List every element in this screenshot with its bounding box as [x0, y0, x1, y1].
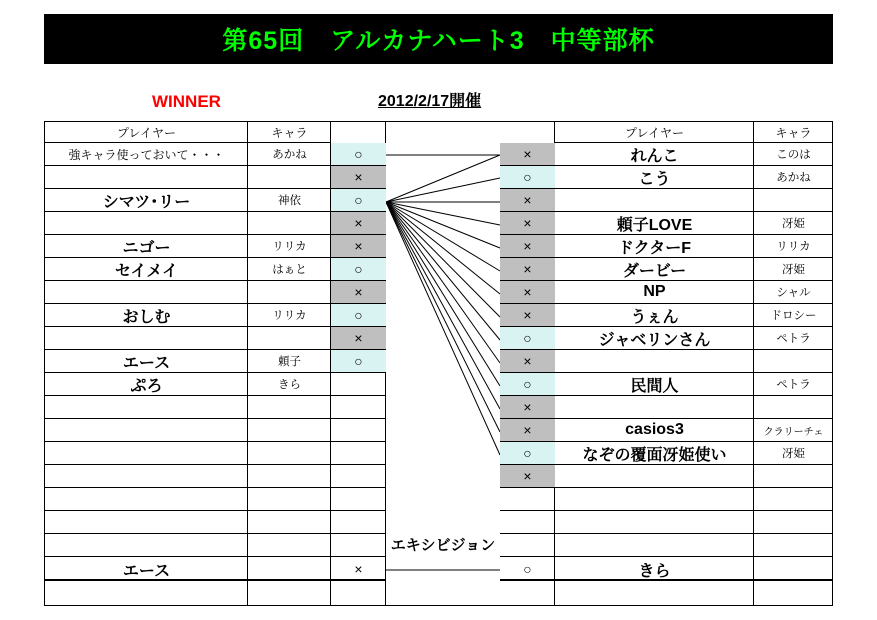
left-player-9: エース [45, 350, 248, 373]
event-date: 2012/2/17開催 [378, 93, 482, 110]
left-mark-10 [331, 373, 386, 396]
right-chara-9 [754, 350, 833, 373]
left-player-12 [45, 419, 248, 442]
right-player-8: ジャベリンさん [555, 327, 754, 350]
right-player-16 [555, 511, 754, 534]
right-mark-17 [500, 534, 555, 557]
right-chara-10: ペトラ [754, 373, 833, 396]
left-chara-20 [248, 581, 331, 606]
right-chara-2 [754, 189, 833, 212]
right-player-10: 民間人 [555, 373, 754, 396]
right-mark-5: × [500, 258, 555, 281]
header-left-chara: キャラ [248, 122, 331, 143]
left-chara-14 [248, 465, 331, 488]
left-mark-12 [331, 419, 386, 442]
left-chara-5: はぁと [248, 258, 331, 281]
right-chara-11 [754, 396, 833, 419]
right-player-6: NP [555, 281, 754, 304]
right-player-13: なぞの覆面冴姫使い [555, 442, 754, 465]
left-mark-14 [331, 465, 386, 488]
left-mark-4: × [331, 235, 386, 258]
left-chara-17 [248, 534, 331, 557]
left-mark-20 [331, 581, 386, 606]
right-player-0: れんこ [555, 143, 754, 166]
right-chara-1: あかね [754, 166, 833, 189]
right-chara-15 [754, 488, 833, 511]
exhibition-left-mark: × [331, 558, 386, 581]
left-mark-0: ○ [331, 143, 386, 166]
right-player-1: こう [555, 166, 754, 189]
right-mark-12: × [500, 419, 555, 442]
left-chara-1 [248, 166, 331, 189]
exhibition-label: エキシビジョン [390, 537, 496, 554]
exhibition-left-player: エース [45, 558, 248, 581]
left-chara-6 [248, 281, 331, 304]
right-player-2 [555, 189, 754, 212]
right-player-17 [555, 534, 754, 557]
right-chara-4: リリカ [754, 235, 833, 258]
left-chara-12 [248, 419, 331, 442]
right-mark-3: × [500, 212, 555, 235]
right-player-15 [555, 488, 754, 511]
left-chara-7: リリカ [248, 304, 331, 327]
left-player-16 [45, 511, 248, 534]
right-player-9 [555, 350, 754, 373]
right-player-7: うぇん [555, 304, 754, 327]
exhibition-left-chara [248, 558, 331, 581]
left-mark-11 [331, 396, 386, 419]
header-left-player: プレイヤー [45, 122, 248, 143]
left-chara-9: 頼子 [248, 350, 331, 373]
right-mark-15 [500, 488, 555, 511]
left-mark-3: × [331, 212, 386, 235]
right-chara-7: ドロシー [754, 304, 833, 327]
left-player-5: セイメイ [45, 258, 248, 281]
right-mark-1: ○ [500, 166, 555, 189]
left-mark-17 [331, 534, 386, 557]
left-chara-16 [248, 511, 331, 534]
left-chara-3 [248, 212, 331, 235]
left-player-17 [45, 534, 248, 557]
right-chara-14 [754, 465, 833, 488]
right-player-20 [555, 581, 754, 606]
left-mark-16 [331, 511, 386, 534]
left-player-14 [45, 465, 248, 488]
left-mark-6: × [331, 281, 386, 304]
right-mark-9: × [500, 350, 555, 373]
right-player-14 [555, 465, 754, 488]
right-mark-20 [500, 581, 555, 606]
left-mark-8: × [331, 327, 386, 350]
exhibition-right-player: きら [555, 558, 754, 581]
left-player-13 [45, 442, 248, 465]
header-left-mark [331, 122, 386, 143]
right-chara-12: クラリーチェ [754, 419, 833, 442]
left-player-0: 強キャラ使っておいて・・・ [45, 143, 248, 166]
header-right-chara: キャラ [754, 122, 833, 143]
right-mark-2: × [500, 189, 555, 212]
bracket-grid [44, 121, 833, 606]
header-right-mark [500, 122, 555, 143]
left-mark-2: ○ [331, 189, 386, 212]
winner-label: WINNER [152, 92, 221, 111]
left-player-20 [45, 581, 248, 606]
right-chara-5: 冴姫 [754, 258, 833, 281]
right-chara-16 [754, 511, 833, 534]
right-chara-3: 冴姫 [754, 212, 833, 235]
left-chara-2: 神依 [248, 189, 331, 212]
left-chara-0: あかね [248, 143, 331, 166]
left-chara-4: リリカ [248, 235, 331, 258]
right-mark-14: × [500, 465, 555, 488]
right-mark-6: × [500, 281, 555, 304]
right-player-11 [555, 396, 754, 419]
left-mark-1: × [331, 166, 386, 189]
right-chara-0: このは [754, 143, 833, 166]
page-title: 第65回 アルカナハート3 中等部杯 [222, 27, 655, 55]
left-chara-11 [248, 396, 331, 419]
right-mark-11: × [500, 396, 555, 419]
right-mark-0: × [500, 143, 555, 166]
left-player-7: おしむ [45, 304, 248, 327]
left-player-11 [45, 396, 248, 419]
left-player-2: シマツ･リー [45, 189, 248, 212]
right-mark-16 [500, 511, 555, 534]
left-player-8 [45, 327, 248, 350]
right-player-4: ドクターF [555, 235, 754, 258]
left-player-4: ニゴー [45, 235, 248, 258]
right-mark-8: ○ [500, 327, 555, 350]
header-bracket-gap-left [386, 122, 500, 143]
left-mark-13 [331, 442, 386, 465]
left-player-10: ぷろ [45, 373, 248, 396]
left-mark-5: ○ [331, 258, 386, 281]
exhibition-right-mark: ○ [500, 558, 555, 581]
right-mark-10: ○ [500, 373, 555, 396]
right-mark-13: ○ [500, 442, 555, 465]
left-mark-7: ○ [331, 304, 386, 327]
right-chara-6: シャル [754, 281, 833, 304]
left-player-15 [45, 488, 248, 511]
right-chara-20 [754, 581, 833, 606]
left-player-1 [45, 166, 248, 189]
left-player-6 [45, 281, 248, 304]
right-mark-4: × [500, 235, 555, 258]
right-player-5: ダービー [555, 258, 754, 281]
right-player-12: casios3 [555, 419, 754, 442]
left-player-3 [45, 212, 248, 235]
right-chara-8: ペトラ [754, 327, 833, 350]
right-chara-17 [754, 534, 833, 557]
header-right-player: プレイヤー [555, 122, 754, 143]
left-chara-10: きら [248, 373, 331, 396]
left-mark-15 [331, 488, 386, 511]
right-mark-7: × [500, 304, 555, 327]
exhibition-right-chara [754, 558, 833, 581]
left-chara-15 [248, 488, 331, 511]
left-chara-13 [248, 442, 331, 465]
left-chara-8 [248, 327, 331, 350]
title-bar [44, 14, 833, 64]
left-mark-9: ○ [331, 350, 386, 373]
right-chara-13: 冴姫 [754, 442, 833, 465]
right-player-3: 頼子LOVE [555, 212, 754, 235]
